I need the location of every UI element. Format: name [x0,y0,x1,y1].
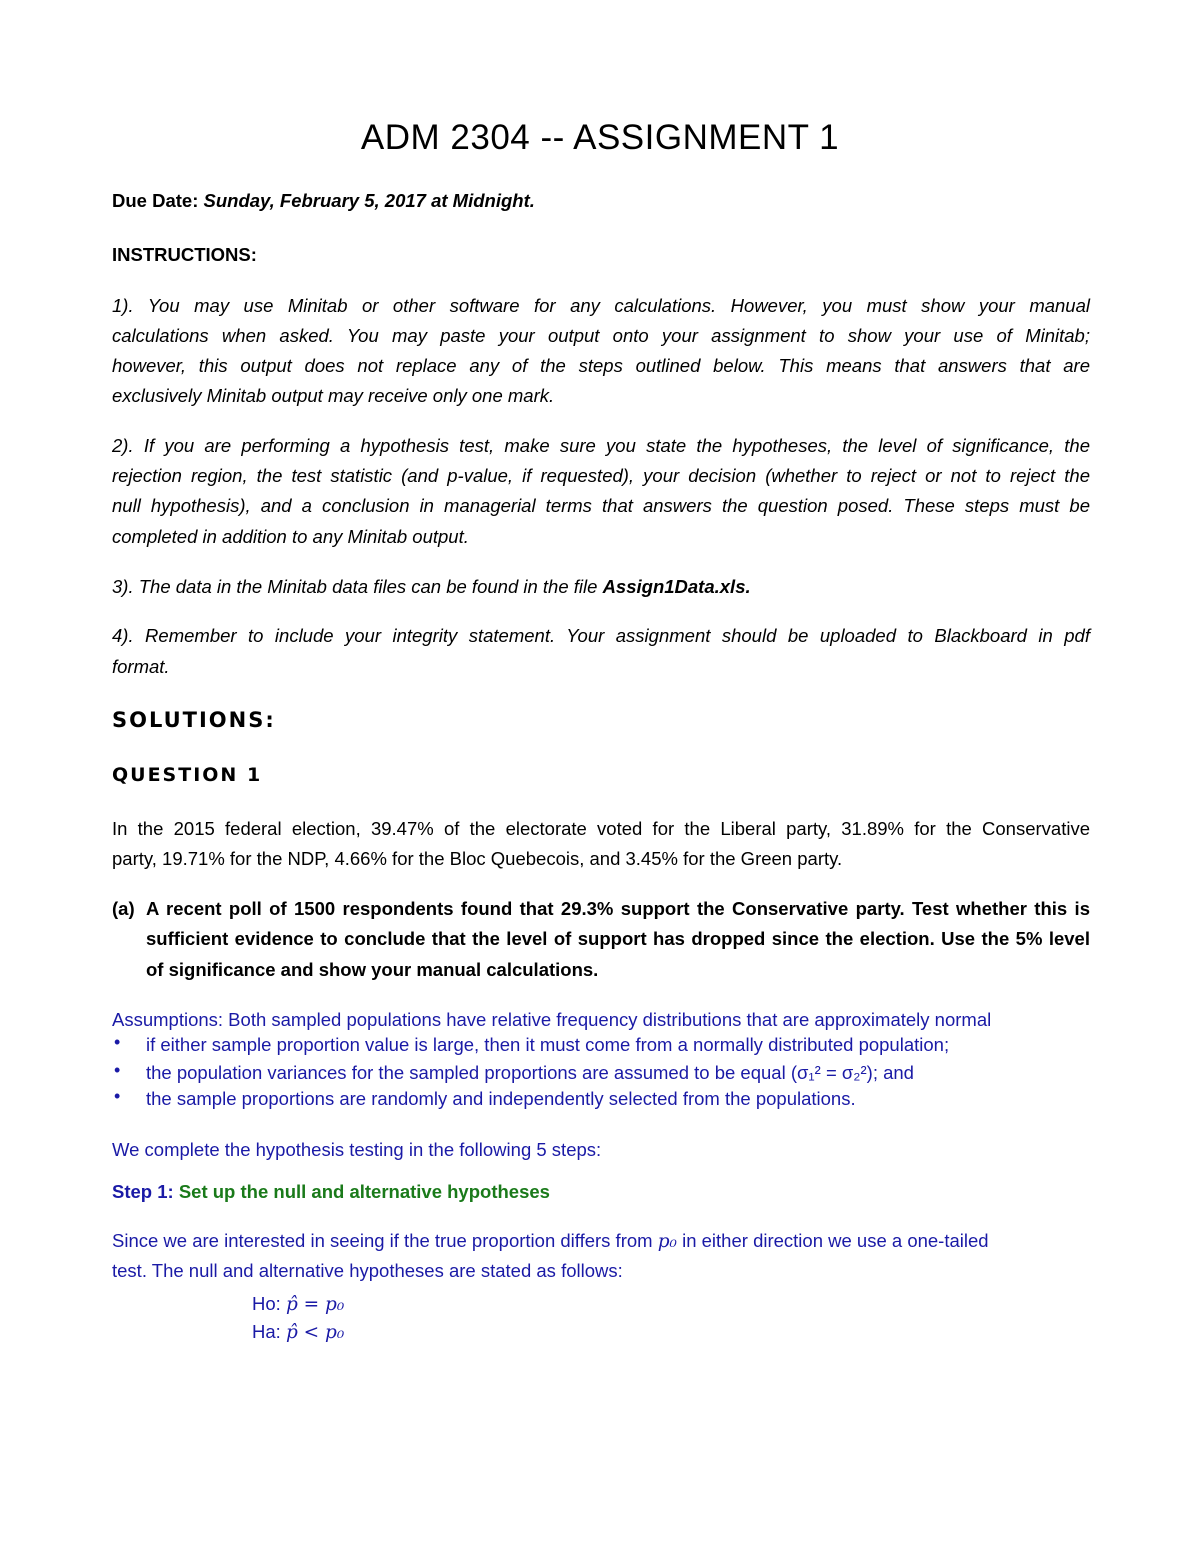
bullet-3-dot: • [114,1086,121,1106]
assumption-bullet-3: the sample proportions are randomly and independently selected from the populations. [146,1088,856,1109]
due-date-value: Sunday, February 5, 2017 at Midnight. [203,190,535,211]
document-title: ADM 2304 -- ASSIGNMENT 1 [360,118,840,157]
part-a-label: (a) [112,898,135,919]
part-a-line-2: sufficient evidence to conclude that the level of support has dropped since the election. Use the 5% level [146,928,1090,949]
null-hypothesis-expression: p̂ = p₀ [285,1294,345,1315]
instruction-1-line-2: calculations when asked. You may paste your output onto your assignment to show your use of Minitab; [112,325,1090,346]
instruction-2-line-3: null hypothesis), and a conclusion in managerial terms that answers the question posed. These steps must be [112,495,1090,516]
instruction-2-line-1: 2). If you are performing a hypothesis test, make sure you state the hypotheses, the level of significance, the [112,435,1090,456]
question-1-text-line-2: party, 19.71% for the NDP, 4.66% for the Bloc Quebecois, and 3.45% for the Green party. [112,848,843,869]
assumption-bullet-2: the population variances for the sampled proportions are assumed to be equal (σ₁² = σ₂²); and [146,1062,914,1083]
step-1-label: Step 1: [112,1181,174,1202]
null-hypothesis-label: Ho: [252,1293,281,1314]
due-date-line [112,186,1090,216]
step-1-heading [112,1177,1090,1207]
instructions-heading: INSTRUCTIONS: [112,244,257,265]
part-a-line-3: of significance and show your manual calculations. [146,959,599,980]
step-1-body-line-2: test. The null and alternative hypotheses are stated as follows: [112,1260,623,1281]
bullet-1-dot: • [114,1032,121,1052]
due-date-label: Due Date: [112,190,199,211]
variance-equality-math: σ₁² = σ₂² [796,1062,867,1083]
instruction-4-line-1: 4). Remember to include your integrity statement. Your assignment should be uploaded to Blackboard in pdf [112,625,1090,646]
bullet-2-dot: • [114,1060,121,1080]
steps-intro: We complete the hypothesis testing in the following 5 steps: [112,1139,602,1160]
p0-symbol: p₀ [657,1231,677,1252]
instruction-1-line-4: exclusively Minitab output may receive only one mark. [112,385,555,406]
null-hypothesis [252,1290,344,1319]
instruction-4-line-2: format. [112,656,170,677]
instruction-2-line-4: completed in addition to any Minitab output. [112,526,469,547]
assumptions-intro: Assumptions: Both sampled populations have relative frequency distributions that are approximately normal [112,1009,992,1030]
alternative-hypothesis [252,1318,344,1347]
alternative-hypothesis-expression: p̂ < p₀ [285,1322,345,1343]
part-a-line-1: A recent poll of 1500 respondents found that 29.3% support the Conservative party. Test whether this is [146,898,1090,919]
instruction-1-line-3: however, this output does not replace any of the steps outlined below. This means that answers that are [112,355,1090,376]
instruction-2-line-2: rejection region, the test statistic (and p-value, if requested), your decision (whether to reject or not to reject the [112,465,1090,486]
alternative-hypothesis-label: Ha: [252,1321,281,1342]
instruction-1-line-1: 1). You may use Minitab or other software for any calculations. However, you must show your manual [112,295,1090,316]
instruction-3: 3). The data in the Minitab data files can be found in the file Assign1Data.xls. [112,576,751,597]
data-file-name: Assign1Data.xls [602,576,746,597]
solutions-heading: SOLUTIONS: [112,708,276,732]
step-1-title: Set up the null and alternative hypotheses [178,1181,550,1202]
assumption-bullet-1: if either sample proportion value is large, then it must come from a normally distributed population; [146,1034,950,1055]
step-1-body-line-1: Since we are interested in seeing if the true proportion differs from p₀ in either direction we use a one-tailed [112,1230,989,1252]
question-1-heading: QUESTION 1 [112,764,263,786]
question-1-text-line-1: In the 2015 federal election, 39.47% of the electorate voted for the Liberal party, 31.89% for the Conservative [112,818,1090,839]
